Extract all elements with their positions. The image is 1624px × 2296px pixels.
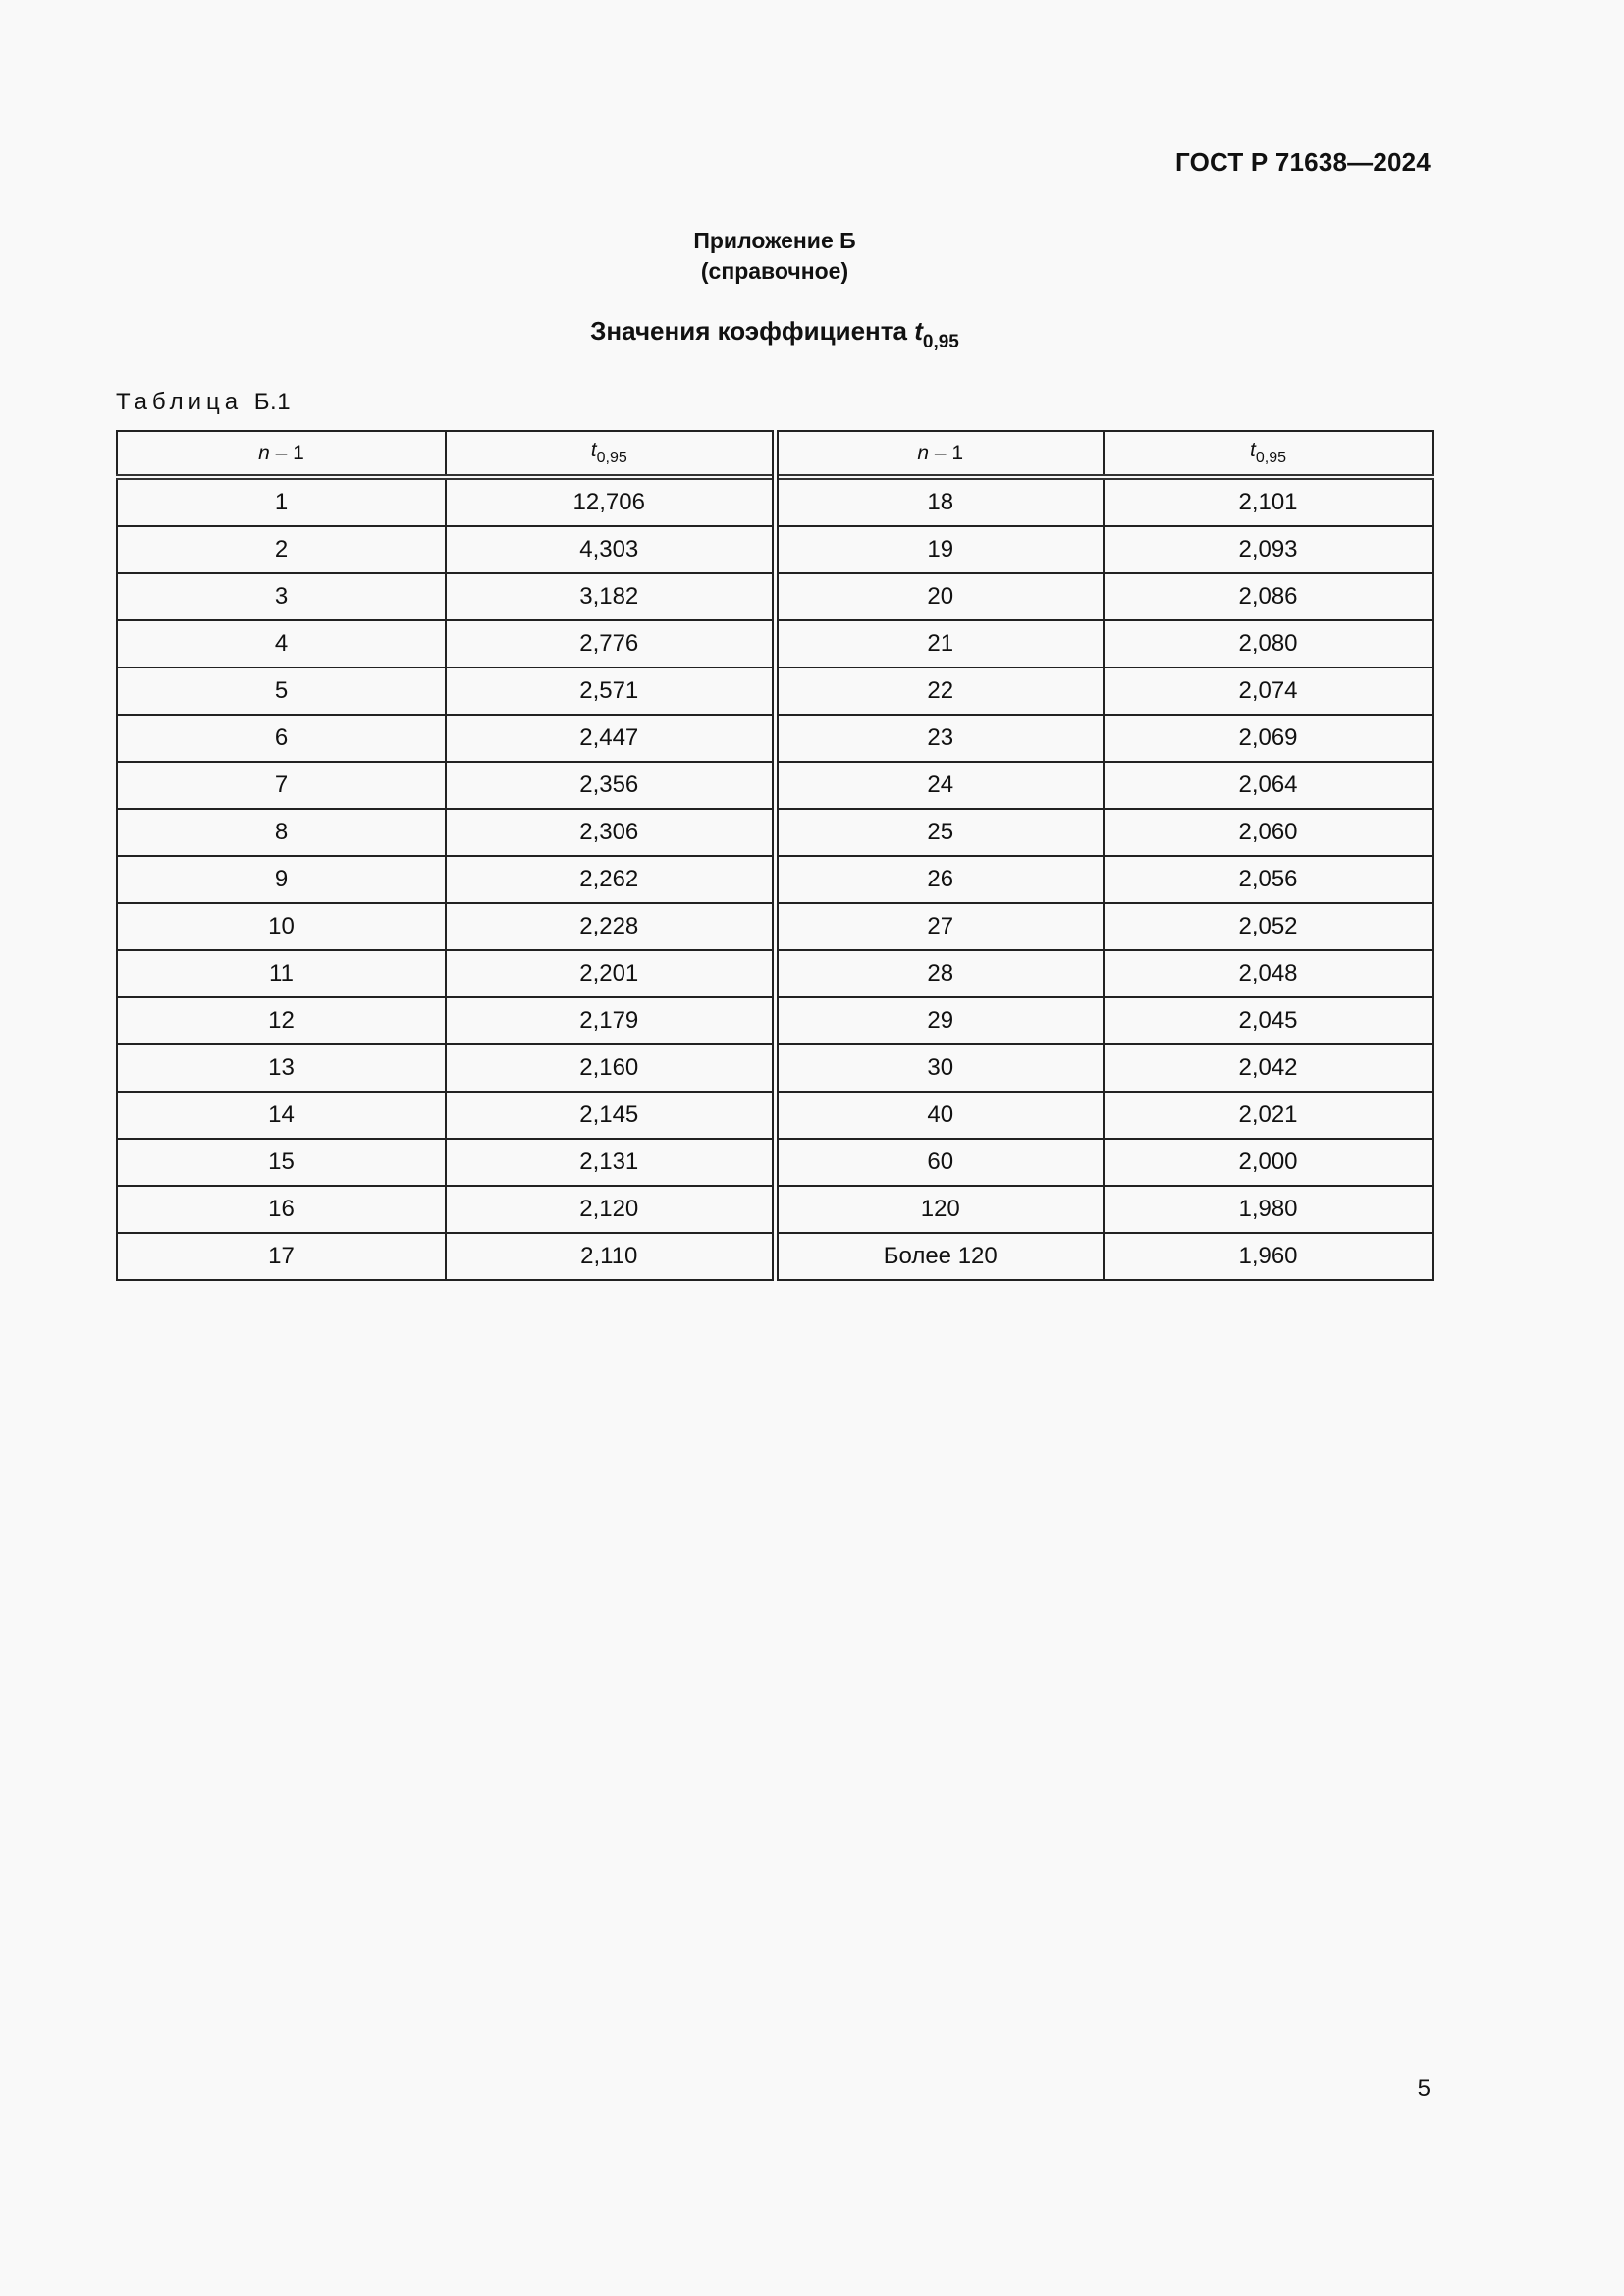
table-cell: Более 120	[775, 1233, 1104, 1280]
table-cell: 2,262	[446, 856, 775, 903]
table-cell: 1,960	[1104, 1233, 1433, 1280]
table-cell: 2,131	[446, 1139, 775, 1186]
table-cell: 20	[775, 573, 1104, 620]
table-cell: 2,571	[446, 667, 775, 715]
header-label: n – 1	[258, 441, 304, 464]
appendix-type: (справочное)	[700, 258, 849, 284]
table-cell: 12	[117, 997, 446, 1044]
table-row	[117, 903, 1433, 950]
table-cell: 18	[775, 477, 1104, 526]
table-cell: 2,093	[1104, 526, 1433, 573]
table-row	[117, 620, 1433, 667]
table-cell: 2,056	[1104, 856, 1433, 903]
table-cell: 15	[117, 1139, 446, 1186]
table-caption-word: Таблица	[116, 389, 244, 415]
table-row	[117, 1233, 1433, 1280]
table-cell: 2,201	[446, 950, 775, 997]
table-cell: 2,074	[1104, 667, 1433, 715]
table-cell: 2,447	[446, 715, 775, 762]
table-cell: 12,706	[446, 477, 775, 526]
table-cell: 17	[117, 1233, 446, 1280]
section-title-subscript: 0,95	[922, 332, 959, 352]
table-cell: 6	[117, 715, 446, 762]
table-row	[117, 856, 1433, 903]
table-cell: 3,182	[446, 573, 775, 620]
table-cell: 2,080	[1104, 620, 1433, 667]
table-cell: 40	[775, 1092, 1104, 1139]
table-header-cell	[1104, 431, 1433, 477]
table-cell: 19	[775, 526, 1104, 573]
table-row	[117, 667, 1433, 715]
table-cell: 2,776	[446, 620, 775, 667]
table-header-row	[117, 431, 1433, 477]
section-title	[0, 316, 1549, 353]
header-symbol: t	[1250, 439, 1256, 461]
table-row	[117, 573, 1433, 620]
section-title-text: Значения коэффициента	[590, 316, 907, 346]
table-row	[117, 809, 1433, 856]
table-cell: 2,048	[1104, 950, 1433, 997]
header-subscript: 0,95	[596, 450, 627, 466]
table-cell: 24	[775, 762, 1104, 809]
table-cell: 2,110	[446, 1233, 775, 1280]
table-cell: 29	[775, 997, 1104, 1044]
table-cell: 2,160	[446, 1044, 775, 1092]
table-body	[117, 477, 1433, 1280]
table-cell: 22	[775, 667, 1104, 715]
table-cell: 1	[117, 477, 446, 526]
table-cell: 25	[775, 809, 1104, 856]
table-row	[117, 950, 1433, 997]
table-cell: 21	[775, 620, 1104, 667]
table-cell: 27	[775, 903, 1104, 950]
coefficient-table	[116, 430, 1434, 1281]
table-cell: 2,060	[1104, 809, 1433, 856]
table-cell: 2,228	[446, 903, 775, 950]
table-cell: 2,101	[1104, 477, 1433, 526]
table-cell: 30	[775, 1044, 1104, 1092]
header-label: n – 1	[917, 441, 964, 464]
table-header-cell	[117, 431, 446, 477]
table-cell: 2	[117, 526, 446, 573]
header-subscript: 0,95	[1255, 450, 1286, 466]
table-cell: 2,000	[1104, 1139, 1433, 1186]
table-cell: 13	[117, 1044, 446, 1092]
table-row	[117, 1186, 1433, 1233]
table-cell: 2,356	[446, 762, 775, 809]
appendix-label: Приложение Б	[693, 228, 856, 253]
table-cell: 120	[775, 1186, 1104, 1233]
table-cell: 3	[117, 573, 446, 620]
table-caption	[116, 389, 291, 416]
table-cell: 2,120	[446, 1186, 775, 1233]
table-cell: 16	[117, 1186, 446, 1233]
header-symbol: t	[590, 439, 597, 461]
section-title-symbol: t	[914, 316, 923, 346]
table-cell: 7	[117, 762, 446, 809]
table-row	[117, 715, 1433, 762]
table-cell: 2,306	[446, 809, 775, 856]
table-cell: 11	[117, 950, 446, 997]
table-cell: 4	[117, 620, 446, 667]
table-cell: 60	[775, 1139, 1104, 1186]
table-cell: 8	[117, 809, 446, 856]
table-row	[117, 1092, 1433, 1139]
table-cell: 2,042	[1104, 1044, 1433, 1092]
table-row	[117, 1139, 1433, 1186]
table-cell: 10	[117, 903, 446, 950]
table-cell: 2,069	[1104, 715, 1433, 762]
table-cell: 4,303	[446, 526, 775, 573]
table-row	[117, 526, 1433, 573]
table-cell: 2,021	[1104, 1092, 1433, 1139]
table-cell: 9	[117, 856, 446, 903]
table-cell: 2,179	[446, 997, 775, 1044]
table-cell: 2,052	[1104, 903, 1433, 950]
table-row	[117, 762, 1433, 809]
page-number: 5	[1417, 2075, 1431, 2102]
table-cell: 28	[775, 950, 1104, 997]
table-row	[117, 1044, 1433, 1092]
table-header-cell	[775, 431, 1104, 477]
table-row	[117, 997, 1433, 1044]
table-cell: 2,145	[446, 1092, 775, 1139]
table-cell: 2,086	[1104, 573, 1433, 620]
table-header-cell	[446, 431, 775, 477]
table-cell: 5	[117, 667, 446, 715]
table-cell: 1,980	[1104, 1186, 1433, 1233]
table-cell: 2,064	[1104, 762, 1433, 809]
table-cell: 23	[775, 715, 1104, 762]
table-cell: 26	[775, 856, 1104, 903]
document-code: ГОСТ Р 71638—2024	[1175, 147, 1431, 177]
appendix-heading	[0, 226, 1549, 287]
table-cell: 2,045	[1104, 997, 1433, 1044]
table-row	[117, 477, 1433, 526]
table-caption-number: Б.1	[253, 389, 292, 415]
table-cell: 14	[117, 1092, 446, 1139]
